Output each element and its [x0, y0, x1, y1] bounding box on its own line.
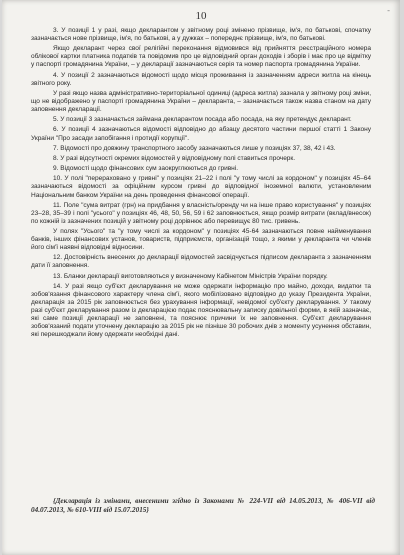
document-body — [31, 27, 371, 341]
paragraph-7: 7. Відомості про довжину транспортного засобу зазначаються лише у позиціях 37, 38, 42 і 43. — [53, 144, 336, 152]
paragraph-9: 9. Відомості щодо фінансових сум заокруглюються до гривні. — [53, 165, 239, 173]
paragraph-14: 13. Бланки декларації виготовляються у визначеному Кабінетом Міністрів України порядку. — [53, 272, 328, 280]
paragraph-2: Якщо декларант через свої релігійні переконання відмовився від прийняття реєстраційного номера облікової картки платника податків та повідомив про це відповідний орган доходів і зборів і має про це відмітку у паспорті громадянина України, – у декларації зазначаються серія та номер паспорта громадянина України. — [31, 45, 371, 69]
paragraph-15: 14. У разі якщо суб'єкт декларування не може одержати інформацію про майно, доходи, видатки та зобов'язання фінансового характеру члена сім'ї, якого мобілізовано відповідно до указу Президента України, декларація за 2015 рік заповнюється без урахування інформації, невідомої суб'єкту декларування. У такому разі суб'єкт декларування разом із декларацією подає пояснювальну записку довільної форми, в якій зазначає, які саме позиції декларації не заповнені, та пояснює причини їх не заповнення. Суб'єкт декларування зобов'язаний подати уточнену декларацію за 2015 рік не пізніше 30 робочих днів з моменту усунення обставин, які перешкоджали йому одержати необхідні дані. — [31, 282, 371, 339]
page-number: 10 — [195, 10, 207, 22]
paragraph-1: 3. У позиції 1 у разі, якщо декларантом у звітному році змінено прізвище, ім'я, по батькові, спочатку зазначається нове прізвище, ім'я, по батькові, а у дужках – попереднє прізвище, ім'я, по батькові. — [31, 27, 371, 43]
paragraph-13: 12. Достовірність внесених до декларації відомостей засвідчується підписом декларанта з зазначенням дати її заповнення. — [31, 254, 371, 270]
paragraph-12: У полях "Усього" та "у тому числі за кордоном" у позиціях 45-64 зазначаються повне найменування банків, інших фінансових установ, товариств, підприємств, організацій тощо, з якими у декларанта чи членів його сім'ї наявні відповідні відносини. — [31, 228, 371, 252]
paragraph-8: 8. У разі відсутності окремих відомостей у відповідному полі ставиться прочерк. — [53, 154, 296, 162]
document-page — [2, 0, 400, 555]
paragraph-10: 10. У полі "перераховано у гривні" у позиціях 21–22 і полі "у тому числі за кордоном" у позиціях 45–64 зазначаються відомості за офіційним курсом гривні до відповідної іноземної валюти, установленим Національним банком України на день проведення фінансової операції. — [31, 175, 371, 199]
paragraph-3: 4. У позиції 2 зазначаються відомості щодо місця проживання із зазначенням адреси житла на кінець звітного року. — [31, 71, 371, 87]
paragraph-6: 6. У позиції 4 зазначаються відомості відповідно до абзацу десятого частини першої статті 1 Закону України "Про засади запобігання і протидії корупції". — [31, 126, 371, 142]
editorial-note: {Декларація із змінами, внесеними згідно із Законами № 224-VII від 14.05.2013, № 406-VII від 04.07.2013, № 610-VIII від 15.07.2015} — [31, 497, 375, 515]
paragraph-11: 11. Поле "сума витрат (грн) на придбання у власність/оренду чи на інше право користування" у позиціях 23–28, 35–39 і полі "усього" у позиціях 46, 48, 50, 56, 59 і 62 заповнюється, якщо розмір витрати (вклад/внесок) по кожній із зазначених позицій у звітному році дорівнює або перевищує 80 тис. гривень. — [31, 201, 371, 225]
paragraph-5: 5. У позиції 3 зазначається займана декларантом посада або посада, на яку претендує декларант. — [53, 116, 352, 124]
paragraph-4: У разі якщо назва адміністративно-територіальної одиниці (адреса житла) зазнала у звітному році зміни, що не відображено у паспорті громадянина України – декларанта, – зазначається також назва станом на дату заповнення декларації. — [31, 89, 371, 113]
corner-mark: - — [387, 6, 390, 15]
